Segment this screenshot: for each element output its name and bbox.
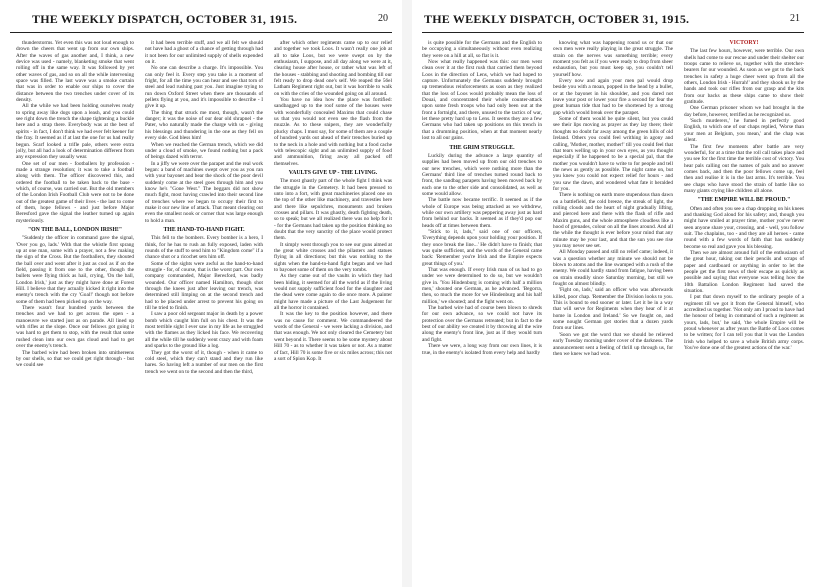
subheading: THE HAND-TO-HAND FIGHT. [163,226,245,233]
paragraph: No one can describe a charge. It's impossible. You can only feel it. Every step you take is a moment of fright, for all the time you can hear and see that torn of steel and lead rushing past you. Just imagine trying to run down Oxford Street when there are thousands of pellets flying at you, and it's impossible to describe - I give it up. [145,65,263,110]
column-1 [16,40,134,579]
page-gutter [402,0,412,587]
column-2 [553,40,673,579]
paragraph: thunderstorms. Yet even this was not loud enough to drown the cheers that went up from our own ships. After the waves of gas another and, I think, a new device was used - namely, blanketing smoke that went rolling off in the same way. It was followed by yet other waves of gas, and so on all the while intervening space was filled. The last wave was a smoke curtain that was in order to enable our ships to cover the distance between the two trenches under cover of its density. [16,40,134,104]
column-3 [274,40,392,579]
paragraph: 'Such murderers,' he fumed in perfectly good English, to which one of our chaps replied, 'Worse than your men at Belgium, you mean,' and the chap was silent. [684,118,804,144]
paragraph: All the while we had been holding ourselves ready to spring away like dogs upon a leash, and you could see right down the trench the shape tightening a buckle here and a strap there. Everybody was at the best of spirits - in fact, I don't think we had ever felt keener for the fray. It seemed as if at last the one for us had really begun. Scarf looked a trifle pale, others were extra jolly, but all had a look of determination different from any expression they usually wear. [16,103,134,161]
paragraph: "Suddenly the officer in command gave the signal, 'Over you go, lads.' With that the whistle first sprang up at one man, some with a prayer, not a few making the sign of the Cross. But the footballers, they shouted the ball over and went after it just as cool as if on the field, passing it from one to the other, though the bullets were flying thick as hail, crying, 'On the ball, London Irish,' just as they might have done at Forest Hill. I believe that they actually kicked it right into the enemy's trench with the cry 'Goal!' though not before some of them had been picked up on the way. [16,235,134,305]
column-1 [422,40,542,579]
paragraph: That was enough. If every Irish man of us had to go under we were determined to do so, but we wouldn't give in. 'You Hindenburg is coming with half a million men,' shouted one German, as he advanced. 'Begorra, then, so much the more for we Hindenburg and his half million,' we shouted; and the fight went on. [422,267,542,305]
paragraph: When we reached the German trench, which we did under a cloud of smoke, we found nothing but a pack of beings dazed with terror. [145,141,263,161]
paragraph: Some of them would be quite silent, but you could see their lips moving as prayer as they lay there; their thoughts no doubt far away among the green hills of old Ireland. Others you could feel writhing in agony and calling, 'Mother, mother, mother!' till you could feel that that tears welling up in your own eyes, as you thought especially if he happened to be a special pal, that the mother you wouldn't have to write to for people and tell the news as gently as possible. The night came on, but you knew you could not expect relief for hours - and you saw the dawn, and wondered what fate it heralded for you. [553,116,673,192]
paragraph: It was the key to the position however, and there was no cause for comment. We commandeered the words of the General - we were lacking a division, and that was enough. We not only cleared the Cemetery but went beyond it. There seems to be some mystery about Hill 70 - as to whether it was taken or not. As a matter of fact, Hill 70 is some five or six miles across; this not a sort of Spion Kop. It [274,311,392,362]
paragraph: It simply went through you to see our guns aimed at the great white crosses and the pilasters and statues flying in all directions; but this was nothing to the sights when the hand-to-hand fight began and we had to bayonet some of them on the very tombs. [274,241,392,274]
page-header [422,10,804,33]
paragraph: This fell to the bombers. Every bomber is a hero, I think, for he has to rush an fully exposed, laden with rounds of the stuff to send him to "Kingdom come" if a chance shot or a ricochet sets him off. [145,235,263,261]
paragraph: One set of our men - footballers by profession - made a strange resolution; it was to take a football along with them. The officer discovered this, and ordered the football to be taken back to the base - which, of course, was carried out. But the old members of the London Irish Football Club were not to be done out of the greatest game of their lives - the last to come of them, hope fellows - and just before Major Beresford gave the signal the leather turned up again mysteriously. [16,160,134,224]
paragraph: You have no idea how the place was fortified: sandbagged up to the roof some of the houses were with wonderfully concealed Maxims that could chase us that you would not even see the flash from the muzzle. As to these snipers, they are wonderfully plucky chaps. I must say, for some of them are a couple of hundred yards out ahead of their trenches buried up to the neck in a hole and with nothing but a food cache with telescopic sight and an unlimited supply of food and ammunition, firing away all packed off themselves. [274,97,392,167]
paragraph: The last few hours, however, were terrible. Our own shells had come to our rescue and under their shelter our troops came to relieve us, together with the stretcher-bearers for our wounded. As soon as we got to the back trenches in safety a huge cheer went up from all the others, London Irish - Hurrah!' and they shook us by the hands and took our rifles from our grasp and the kits from our backs as these ships came to show their gratitude. [684,48,804,106]
paragraph: it had been terrible stuff, and we all felt we should not have had a ghost of a chance of getting through had it not been for our unlimited supply of shells expended on it. [145,40,263,66]
page-number: 21 [790,13,800,24]
paragraph: As they came out of the vaults in which they had been hiding, it seemed for all the world as if the living would not supply sufficient food for the slaughter and the dead were come again to die once more. A painter might have made a picture of the Last Judgement for all the horror it contained. [274,273,392,312]
subheading: VICTORY! [729,40,759,46]
paragraph: 'Fight on, lads,' said an officer who was afterwards killed, poor chap. 'Remember the Division looks to you. This is bound to end sooner or later. Let it be in a way that will serve for Regiments when they hear of it at home in London and Ireland.' So we fought on, and some nought German got stories that a dozen yards from our lines. [553,287,673,332]
paragraph: One German prisoner whom we had brought in the day before, however, terrified as he recognized us. [684,105,804,118]
paragraph: 'Soon we got the word that we should be relieved early Tuesday morning under cover of the darkness. The announcement sent a feeling of thrill up through us, for then we knew we had won. [553,331,673,357]
paragraph: The thing that struck me most, though, wasn't the danger; it was the noise of our dear old shrapnel - the Pater, who naturally made the charge with us - giving his blessings and thundering in the one as they fell on every side. God bless him! [145,109,263,142]
subheading: VAULTS GIVE UP - THE LIVING. [288,169,378,176]
paragraph: I put that down myself to the ordinary people of a regiment till we got it from the General himself, who accredited us together. 'Not only am I proud to have had the honour of being in command of such a regiment as yours, lads, but,' he said, 'the whole Empire will be proud whenever as after years the Battle of Loos comes to be written; for I can tell you that it was the London Irish who helped to save a whole British army corps. You've done one of the greatest actions of the war.' [684,294,804,352]
article-columns [16,40,392,579]
paragraph: The barbed wire had been broken into smithereens by our shells, so that we could get right through - but we could see [16,349,134,369]
paragraph: after which other regiments came up to our relief and together we took Loos. It wasn't really one job at all to take Loos, but we were swept on by the enthusiasm, I suppose, and all day along we were at it, clearing house after house, or rather what was left of the houses - stabbing and shooting and bombing till our felt ready to drop dead one's self. We reaped the 56el Latham Regiment right out, but it was horrible to walk on with the cries of the wounded going on all around. [274,40,392,97]
paragraph: There we were, a long way from our own lines, it is true, in the enemy's isolated from every help and hardly [422,343,542,356]
right-page [412,0,814,587]
paragraph: Every now and again your men pal would drop beside you with a moan, popped in the head by a bullet, or at the bayonet in his shoulder, and you dared not leave your post or lower your fire a second for fear the great human tide that had to be shortened by a strong gap which would break over the parapet. [553,78,673,116]
paragraph: Luckily during the advance a large quantity of supplies had been moved up from our old trenches to our new trenches, which were nothing more than the Germans' third line of trenches turned round back to front, the sandbag parapets having been moved back by each one to the other side and consolidated, as well as some would allow. [422,152,542,197]
masthead: THE WEEKLY DISPATCH, OCTOBER 31, 1915. [424,12,690,26]
left-page [0,0,402,587]
page-header [10,10,392,33]
paragraph: Often and often you see a chap dropping on his knees and thanking God aloud for his safety; and, though you might have smiled at prayer time, mother you've never seen anyone share your, crossing, and - well, you follow suit. The chaplains, too - and they are all heroes - came round with a few words of faith that has suddenly become so real and gave you his blessing. [684,205,804,250]
column-3 [684,40,804,579]
page-number: 20 [378,13,388,24]
paragraph: Now what really happened was this: our men went clean over it at the first rush that carried them beyond Loos in the direction of Lens, which we had hoped to capture. Unfortunately the Germans suddenly brought up tremendous reinforcements as soon as they realized that the loss of Loos would probably mean the loss of Douai, and concentrated their whole counter-attack upon some fresh troops who had only been out at the front a fortnight, and there, unused to the tactics of war, let these pretty hard up to Lens. It seems they are a few Germans who had taken up positions on this trench in that a drumming position, when at that moment nearly lost to all our gains. [422,59,542,142]
article-columns [422,40,804,579]
subheading: "ON THE BALL, LONDON IRISH!" [27,226,123,233]
paragraph: The battle now became terrific. It seemed as if the whole of Europe was being attacked as we withdrew, while our own artillery was peppering away just as hard from behind our backs. It seemed as if they'd pop our heads off at times between them. [422,197,542,229]
paragraph: knowing what was happening round us or that our own men were really playing in the great struggle. The strain on the nerves was something terrible; every moment you felt as if you were ready to drop from sheer exhaustion, but you must keep up, you couldn't tell yourself how. [553,40,673,78]
paragraph: In a jiffy we were over the parapet and the real work began: a band of machines swept over you as you ran with your bayonet and bear the shock of the poor devil suddenly come at the steel goes through him and you know he's "Gone West." The beggars did not show much fight, most having crawled into their second line of trenches where we began to occupy their first to make it our new line of attack. That meant clearing out even the smallest nook or corner that was large enough to hold a man. [145,160,263,224]
paragraph: The first few moments after battle are very wonderful, for at a time that the roll call takes place and you see for the first time the terrible cost of victory. You hear pals calling out the names of pals and no answer comes back, and then the poor fellows come up, feel then and realise it is in the last arms. It's terrible. You see chaps who have stood the strain of battle like so many giants crying like children all alone. [684,143,804,194]
paragraph: All Monday passed and still no relief came; indeed, it was a question whether any minute we should not be blown to atoms and the line swamped with a rush of the enemy. We could hardly stand from fatigue, having been on strain steadily since Saturday morning, but still we fought on almost blindly. [553,249,673,288]
paragraph: The most ghastly part of the whole fight I think was the struggle in the Cemetery. It had been pressed to unto into a fort, with great machineries placed one on the top of the other like machinery, and travesties here and there like sepulchres, monuments and broken crosses and pillars. It was ghastly, death fighting death, so to speak; but we all realized there was no help for it - for the Germans had taken up the position thinking no doubt that the very sanctity of the place would protect them. [274,178,392,242]
paragraph: is quite possible for the Germans and the English to be occupying a simultaneously without even realizing they were on a hill at all, so flat is it. [422,40,542,59]
paragraph: "Stick to it, lads," said one of our officers, 'Everything depends upon your holding your position. If they once break the line...' He didn't have to finish; that was quite sufficient, and the words of the General came back: 'Remember you're Irish and the Empire expects great things of you.' [422,228,542,267]
masthead: THE WEEKLY DISPATCH, OCTOBER 31, 1915. [32,12,298,26]
paragraph: Some of the sights were awful as the hand-to-hand struggle - for, of course, that is the worst part. Our own company commanded, Major Beresford, was badly wounded. Our officer named Hamilton, though shot through the knees just after leaving our trench, was determined still limping on at the second trench and had to be placed under arrest to prevent his going on till he tried to finish. [145,260,263,312]
subheading: THE GRIM STRUGGLE. [449,144,515,151]
paragraph: I saw a poor old sergeant major in death by a power bomb which caught him full on his chest. It was the most terrible sight I ever saw in my life as he struggled with the flames as they licked his face. We recovering all the while till he suddenly went crazy and with foam and sparks to the ground like a log. [145,311,263,350]
paragraph: The barbed wire had of course been blown to shreds for our own advance, so we could not have its protection over the Germans retreated; but in fact to the best of our ability we created it by throwing all the wire along the enemy's front line, just as if they would turn and fight. [422,305,542,343]
column-2 [145,40,263,579]
paragraph: There wasn't four hundred yards between the trenches and we had to get across the open - a manoeuvre we started just as on parade. All lined up with rifles at the slope. Once our fellows got going it was hard to get them to stop, with the result that some rushed clean into our own gas cloud and had to get over the enemy's trench. [16,305,134,350]
subheading: "THE EMPIRE WILL BE PROUD." [697,197,791,204]
paragraph: There is nothing on earth more stupendous than dawn on a battlefield, the cold breeze, the streak of light, the rolling clouds and the heart of night gradually lifting, and pierced here and there with the flash of rifle and Maxim guns, and the whole atmosphere cloudless like a hood of grenades, colour on all the lines around. And all the while the thought is ever before your mind that any minute may be your last, and that the sun you see rise you may never see set. [553,192,673,249]
paragraph: They got the worst of it, though - when it came to cold steel, which they can't stand and they run like hares. So having left a number of our men on the first trench we went on to the second and then the third, [145,349,263,375]
paragraph: Then we are almost around full of the enthusiasm of the great hour, taking out their pencils and scraps of paper and cardboard or anything in order to let the people get the first news of their escape as quickly as possible and saying that everyone was telling how the 10th Battalion London Regiment had saved the situation. [684,250,804,295]
